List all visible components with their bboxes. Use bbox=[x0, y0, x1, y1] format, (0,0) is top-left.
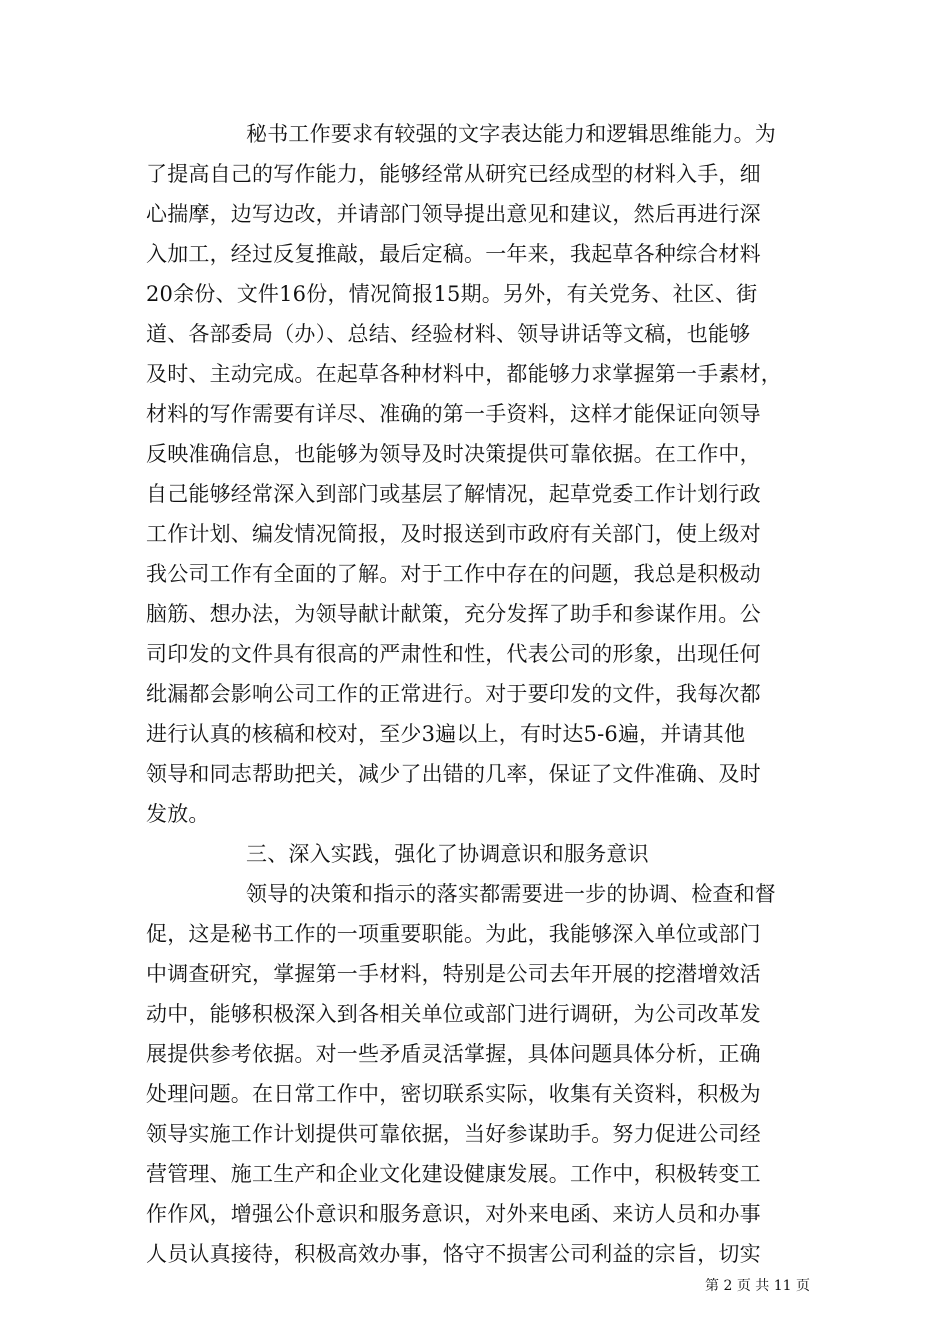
body-paragraph-line: 了提高自己的写作能力，能够经常从研究已经成型的材料入手，细 bbox=[146, 162, 761, 186]
body-paragraph-line: 领导和同志帮助把关，减少了出错的几率，保证了文件准确、及时 bbox=[146, 762, 761, 786]
body-paragraph-line: 入加工，经过反复推敲，最后定稿。一年来，我起草各种综合材料 bbox=[146, 242, 761, 266]
body-paragraph-line: 作作风，增强公仆意识和服务意识，对外来电函、来访人员和办事 bbox=[146, 1202, 761, 1226]
body-paragraph-line: 纰漏都会影响公司工作的正常进行。对于要印发的文件，我每次都 bbox=[146, 682, 761, 706]
body-paragraph-line: 道、各部委局（办）、总结、经验材料、领导讲话等文稿，也能够 bbox=[146, 322, 751, 346]
body-paragraph-line: 处理问题。在日常工作中，密切联系实际，收集有关资料，积极为 bbox=[146, 1082, 761, 1106]
body-paragraph-line: 我公司工作有全面的了解。对于工作中存在的问题，我总是积极动 bbox=[146, 562, 761, 586]
body-paragraph-line: 司印发的文件具有很高的严肃性和性，代表公司的形象，出现任何 bbox=[146, 642, 761, 666]
body-paragraph-line: 展提供参考依据。对一些矛盾灵活掌握，具体问题具体分析，正确 bbox=[146, 1042, 761, 1066]
body-paragraph-line: 及时、主动完成。在起草各种材料中，都能够力求掌握第一手素材， bbox=[146, 362, 782, 386]
body-paragraph-line: 领导的决策和指示的落实都需要进一步的协调、检查和督 bbox=[246, 882, 776, 906]
body-paragraph-line: 20余份、文件16份，情况简报15期。另外，有关党务、社区、街 bbox=[146, 282, 758, 306]
body-paragraph-line: 营管理、施工生产和企业文化建设健康发展。工作中，积极转变工 bbox=[146, 1162, 761, 1186]
body-paragraph-line: 发放。 bbox=[146, 802, 210, 826]
page-number-footer: 第 2 页 共 11 页 bbox=[705, 1278, 810, 1294]
body-paragraph-line: 人员认真接待，积极高效办事，恪守不损害公司利益的宗旨，切实 bbox=[146, 1242, 761, 1266]
body-paragraph-line: 材料的写作需要有详尽、准确的第一手资料，这样才能保证向领导 bbox=[146, 402, 761, 426]
body-paragraph-line: 脑筋、想办法，为领导献计献策，充分发挥了助手和参谋作用。公 bbox=[146, 602, 761, 626]
body-paragraph-line: 工作计划、编发情况简报，及时报送到市政府有关部门，使上级对 bbox=[146, 522, 761, 546]
body-paragraph-line: 领导实施工作计划提供可靠依据，当好参谋助手。努力促进公司经 bbox=[146, 1122, 761, 1146]
section-heading: 三、深入实践，强化了协调意识和服务意识 bbox=[246, 842, 649, 866]
body-paragraph-line: 心揣摩，边写边改，并请部门领导提出意见和建议，然后再进行深 bbox=[146, 202, 761, 226]
body-paragraph-line: 中调查研究，掌握第一手材料，特别是公司去年开展的挖潜增效活 bbox=[146, 962, 761, 986]
body-paragraph-line: 进行认真的核稿和校对，至少3遍以上，有时达5-6遍，并请其他 bbox=[146, 722, 746, 746]
body-paragraph-line: 自己能够经常深入到部门或基层了解情况，起草党委工作计划行政 bbox=[146, 482, 761, 506]
body-paragraph-line: 促，这是秘书工作的一项重要职能。为此，我能够深入单位或部门 bbox=[146, 922, 761, 946]
body-paragraph-line: 秘书工作要求有较强的文字表达能力和逻辑思维能力。为 bbox=[246, 122, 776, 146]
body-paragraph-line: 动中，能够积极深入到各相关单位或部门进行调研，为公司改革发 bbox=[146, 1002, 761, 1026]
body-paragraph-line: 反映准确信息，也能够为领导及时决策提供可靠依据。在工作中， bbox=[146, 442, 761, 466]
